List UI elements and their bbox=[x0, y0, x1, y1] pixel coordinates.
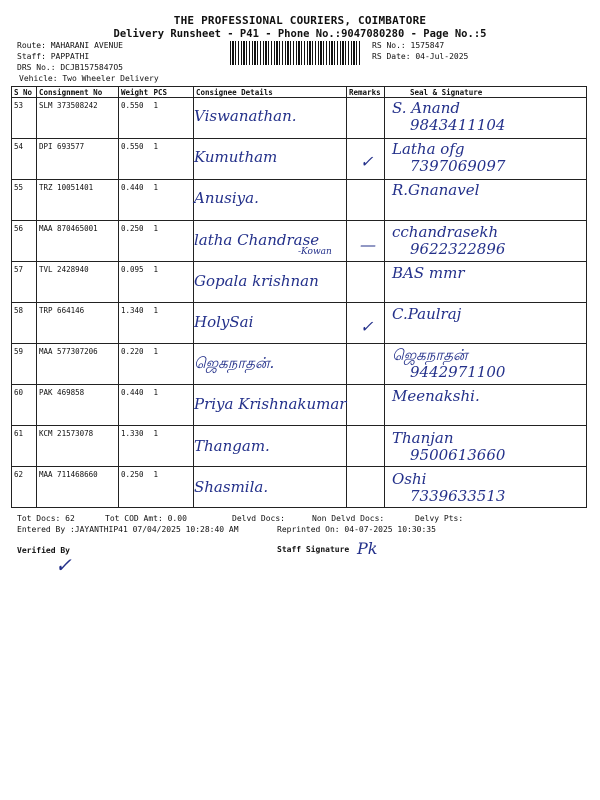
rs-date: RS Date: 04-Jul-2025 bbox=[372, 52, 469, 61]
pcs-text: 1 bbox=[153, 429, 159, 438]
weight-text: 0.550 bbox=[121, 101, 144, 110]
sno-text: 60 bbox=[14, 388, 24, 397]
consignment-no-cell bbox=[37, 221, 119, 262]
sno-text: 58 bbox=[14, 306, 24, 315]
pcs-text: 1 bbox=[153, 224, 159, 233]
weight-text: 0.440 bbox=[121, 388, 144, 397]
col-pcs: PCS bbox=[152, 87, 194, 98]
consignment-no-cell bbox=[37, 303, 119, 344]
entered-by: Entered By :JAYANTHIP41 07/04/2025 10:28:40 AM bbox=[17, 525, 239, 534]
delvy-pts: Delvy Pts: bbox=[415, 514, 464, 523]
staff-signature-handwriting: Pk bbox=[357, 539, 378, 558]
consignee-handwriting: Thangam. bbox=[194, 436, 270, 455]
remarks-cell bbox=[347, 180, 385, 221]
phone-handwriting: 9622322896 bbox=[410, 239, 506, 258]
pcs-cell bbox=[152, 467, 194, 508]
phone-handwriting: 9843411104 bbox=[410, 116, 506, 134]
signature-handwriting: ஜெகநாதன் bbox=[392, 346, 468, 365]
pcs-text: 1 bbox=[153, 306, 159, 315]
consignment-no-text: TRZ 10051401 bbox=[39, 183, 94, 192]
pcs-cell bbox=[152, 139, 194, 180]
weight-text: 1.330 bbox=[121, 429, 144, 438]
sno-cell bbox=[12, 467, 37, 508]
company-name: THE PROFESSIONAL COURIERS, COIMBATORE bbox=[173, 14, 427, 27]
consignee-handwriting: Gopala krishnan bbox=[194, 271, 319, 290]
sno-cell bbox=[12, 385, 37, 426]
sno-text: 61 bbox=[14, 429, 24, 438]
sno-cell bbox=[12, 221, 37, 262]
weight-text: 0.250 bbox=[121, 470, 144, 479]
pcs-text: 1 bbox=[153, 142, 159, 151]
phone-handwriting: 9500613660 bbox=[410, 445, 506, 464]
weight-cell bbox=[119, 426, 152, 467]
consignment-no-cell bbox=[37, 180, 119, 221]
pcs-text: 1 bbox=[153, 347, 159, 356]
signature-handwriting: Meenakshi. bbox=[392, 387, 480, 406]
weight-cell bbox=[119, 180, 152, 221]
sno-text: 56 bbox=[14, 224, 24, 233]
consignment-no-text: SLM 373508242 bbox=[39, 101, 98, 110]
consignment-no-cell bbox=[37, 467, 119, 508]
consignment-no-cell bbox=[37, 426, 119, 467]
consignee-handwriting: ஜெகநாதன். bbox=[194, 354, 275, 373]
consignee-handwriting: Kumutham bbox=[194, 148, 278, 167]
table-header bbox=[12, 87, 587, 98]
sno-cell bbox=[12, 344, 37, 385]
signature-handwriting: Thanjan bbox=[392, 428, 454, 447]
pcs-cell bbox=[152, 98, 194, 139]
signature-handwriting: R.Gnanavel bbox=[392, 181, 480, 200]
pcs-text: 1 bbox=[153, 470, 159, 479]
weight-cell bbox=[119, 303, 152, 344]
remarks-cell bbox=[347, 262, 385, 303]
col-remarks: Remarks bbox=[347, 87, 385, 98]
weight-text: 0.095 bbox=[121, 265, 144, 274]
sno-cell bbox=[12, 139, 37, 180]
barcode bbox=[230, 41, 360, 65]
verified-by: Verified By bbox=[17, 546, 70, 555]
sno-cell bbox=[12, 426, 37, 467]
route: Route: MAHARANI AVENUE bbox=[17, 41, 123, 50]
weight-text: 0.250 bbox=[121, 224, 144, 233]
tot-docs: Tot Docs: 62 bbox=[17, 514, 75, 523]
phone-handwriting: 9442971100 bbox=[410, 363, 506, 382]
tot-cod: Tot COD Amt: 0.00 bbox=[105, 514, 187, 523]
remarks-handwriting: ✓ bbox=[360, 152, 374, 172]
consignee-handwriting: Anusiya. bbox=[194, 189, 259, 208]
consignment-no-text: KCM 21573078 bbox=[39, 429, 94, 438]
runsheet-title: Delivery Runsheet - P41 - Phone No.:9047080280 - Page No.:5 bbox=[113, 28, 487, 40]
remarks-cell bbox=[347, 385, 385, 426]
sno-text: 62 bbox=[14, 470, 24, 479]
consignment-no-text: TVL 2428940 bbox=[39, 265, 89, 274]
consignment-no-text: PAK 469858 bbox=[39, 388, 85, 397]
col-sno: S No bbox=[12, 87, 37, 98]
consignment-no-cell bbox=[37, 385, 119, 426]
pcs-text: 1 bbox=[153, 183, 159, 192]
non-delvd-docs: Non Delvd Docs: bbox=[312, 514, 385, 523]
pcs-text: 1 bbox=[153, 101, 159, 110]
consignee-handwriting-line2: -Kowan bbox=[298, 246, 332, 257]
weight-cell bbox=[119, 467, 152, 508]
signature-handwriting: C.Paulraj bbox=[392, 305, 462, 323]
pcs-cell bbox=[152, 385, 194, 426]
sno-text: 53 bbox=[14, 101, 24, 110]
consignment-no-text: TRP 664146 bbox=[39, 306, 85, 315]
consignee-handwriting: latha Chandrase bbox=[194, 230, 320, 249]
col-consignee: Consignee Details bbox=[194, 87, 347, 98]
signature-handwriting: Oshi bbox=[392, 469, 427, 488]
weight-cell bbox=[119, 221, 152, 262]
remarks-handwriting: — bbox=[360, 234, 376, 254]
remarks-cell bbox=[347, 98, 385, 139]
col-weight: Weight bbox=[119, 87, 152, 98]
rs-no: RS No.: 1575847 bbox=[372, 41, 445, 50]
consignment-no-cell bbox=[37, 98, 119, 139]
signature-handwriting: Latha ofg bbox=[392, 140, 465, 159]
col-consignment: Consignment No bbox=[37, 87, 119, 98]
signature-handwriting: cchandrasekh bbox=[392, 222, 499, 241]
pcs-cell bbox=[152, 426, 194, 467]
pcs-text: 1 bbox=[153, 265, 159, 274]
reprinted-on: Reprinted On: 04-07-2025 10:30:35 bbox=[277, 525, 436, 534]
staff-signature-label: Staff Signature bbox=[277, 545, 350, 554]
consignment-no-text: MAA 711468660 bbox=[39, 470, 98, 479]
remarks-handwriting: ✓ bbox=[360, 317, 374, 336]
remarks-cell bbox=[347, 467, 385, 508]
pcs-cell bbox=[152, 344, 194, 385]
verified-mark: ✓ bbox=[55, 553, 72, 577]
signature-handwriting: S. Anand bbox=[392, 99, 460, 117]
sno-text: 59 bbox=[14, 347, 24, 356]
phone-handwriting: 7397069097 bbox=[410, 157, 506, 176]
remarks-cell bbox=[347, 344, 385, 385]
drs-no: DRS No.: DCJB1575847O5 bbox=[17, 63, 123, 72]
sno-cell bbox=[12, 98, 37, 139]
pcs-cell bbox=[152, 303, 194, 344]
consignment-no-text: DPI 693577 bbox=[39, 142, 85, 151]
phone-handwriting: 7339633513 bbox=[410, 486, 506, 505]
consignment-no-cell bbox=[37, 344, 119, 385]
weight-cell bbox=[119, 139, 152, 180]
signature-handwriting: BAS mmr bbox=[392, 263, 465, 282]
table-row bbox=[12, 180, 587, 221]
sno-cell bbox=[12, 262, 37, 303]
pcs-cell bbox=[152, 262, 194, 303]
consignment-no-text: MAA 870465001 bbox=[39, 224, 98, 233]
consignee-handwriting: Priya Krishnakumar bbox=[194, 395, 347, 414]
consignment-no-text: MAA 577307206 bbox=[39, 347, 98, 356]
weight-cell bbox=[119, 262, 152, 303]
delvd-docs: Delvd Docs: bbox=[232, 514, 285, 523]
consignee-handwriting: Shasmila. bbox=[194, 477, 269, 496]
weight-text: 0.550 bbox=[121, 142, 144, 151]
col-signature: Seal & Signature bbox=[385, 87, 587, 98]
sno-text: 57 bbox=[14, 265, 24, 274]
pcs-cell bbox=[152, 221, 194, 262]
sno-text: 55 bbox=[14, 183, 24, 192]
weight-text: 0.440 bbox=[121, 183, 144, 192]
sno-cell bbox=[12, 180, 37, 221]
pcs-text: 1 bbox=[153, 388, 159, 397]
weight-cell bbox=[119, 344, 152, 385]
sno-text: 54 bbox=[14, 142, 24, 151]
weight-text: 0.220 bbox=[121, 347, 144, 356]
staff: Staff: PAPPATHI bbox=[17, 52, 90, 61]
weight-text: 1.340 bbox=[121, 306, 144, 315]
weight-cell bbox=[119, 98, 152, 139]
weight-cell bbox=[119, 385, 152, 426]
consignment-no-cell bbox=[37, 262, 119, 303]
sno-cell bbox=[12, 303, 37, 344]
table-row bbox=[12, 303, 587, 344]
vehicle: Vehicle: Two Wheeler Delivery bbox=[19, 74, 159, 83]
consignment-no-cell bbox=[37, 139, 119, 180]
consignee-handwriting: Viswanathan. bbox=[194, 107, 297, 125]
pcs-cell bbox=[152, 180, 194, 221]
remarks-cell bbox=[347, 426, 385, 467]
consignee-handwriting: HolySai bbox=[194, 313, 254, 331]
